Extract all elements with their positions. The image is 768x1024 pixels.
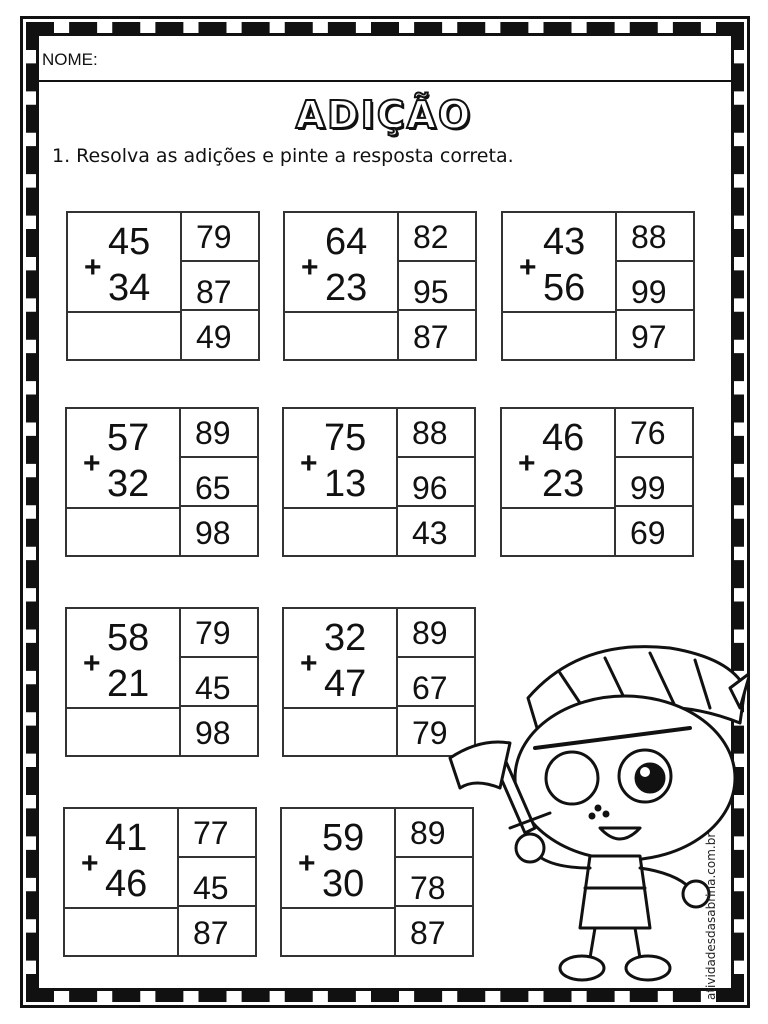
answer-space[interactable] bbox=[503, 313, 615, 361]
addend-top: 32 bbox=[324, 617, 367, 659]
addend-bottom: 32 bbox=[107, 463, 150, 505]
answer-option[interactable]: 97 bbox=[631, 319, 667, 355]
addend-bottom: 13 bbox=[324, 463, 367, 505]
answer-space[interactable] bbox=[502, 509, 614, 557]
plus-sign: + bbox=[83, 647, 101, 680]
answer-option[interactable]: 87 bbox=[193, 915, 229, 951]
answer-option[interactable]: 49 bbox=[196, 319, 232, 355]
answer-space[interactable] bbox=[65, 909, 177, 957]
answer-option[interactable]: 45 bbox=[181, 658, 259, 707]
addend-top: 57 bbox=[107, 417, 150, 459]
problem-sum-area bbox=[67, 409, 179, 509]
addend-bottom: 46 bbox=[105, 863, 148, 905]
problem-box bbox=[500, 407, 694, 557]
plus-sign: + bbox=[300, 647, 318, 680]
answer-option[interactable]: 87 bbox=[413, 319, 449, 355]
answer-option[interactable]: 99 bbox=[617, 262, 695, 311]
answer-option[interactable]: 67 bbox=[398, 658, 476, 707]
answer-space[interactable] bbox=[284, 509, 396, 557]
addend-bottom: 34 bbox=[108, 267, 151, 309]
name-label: NOME: bbox=[42, 50, 98, 69]
addend-bottom: 21 bbox=[107, 663, 150, 705]
answer-option[interactable]: 95 bbox=[399, 262, 477, 311]
plus-sign: + bbox=[301, 251, 319, 284]
answer-option[interactable]: 43 bbox=[412, 515, 448, 551]
plus-sign: + bbox=[300, 447, 318, 480]
answer-option[interactable]: 79 bbox=[182, 213, 260, 262]
plus-sign: + bbox=[518, 447, 536, 480]
addend-bottom: 56 bbox=[543, 267, 586, 309]
problem-sum-area bbox=[503, 213, 615, 313]
answer-option[interactable]: 96 bbox=[398, 458, 476, 507]
answer-option[interactable]: 69 bbox=[630, 515, 666, 551]
answer-option[interactable]: 88 bbox=[617, 213, 695, 262]
problem-sum-area bbox=[68, 213, 180, 313]
answer-option[interactable]: 98 bbox=[195, 515, 231, 551]
addend-top: 45 bbox=[108, 221, 151, 263]
answer-option[interactable]: 45 bbox=[179, 858, 257, 907]
problem-sum-area bbox=[285, 213, 397, 313]
addend-bottom: 47 bbox=[324, 663, 367, 705]
problem-sum-area bbox=[282, 809, 394, 909]
problem-sum-area bbox=[502, 409, 614, 509]
problem-box bbox=[65, 607, 259, 757]
answer-option[interactable]: 87 bbox=[410, 915, 446, 951]
addend-bottom: 23 bbox=[542, 463, 585, 505]
plus-sign: + bbox=[519, 251, 537, 284]
problem-sum-area bbox=[67, 609, 179, 709]
answer-option[interactable]: 82 bbox=[399, 213, 477, 262]
name-line bbox=[38, 80, 732, 82]
addend-bottom: 23 bbox=[325, 267, 368, 309]
answer-option[interactable]: 79 bbox=[412, 715, 448, 751]
answer-option[interactable]: 76 bbox=[616, 409, 694, 458]
problem-box bbox=[63, 807, 257, 957]
addend-top: 41 bbox=[105, 817, 148, 859]
addend-top: 46 bbox=[542, 417, 585, 459]
plus-sign: + bbox=[84, 251, 102, 284]
plus-sign: + bbox=[298, 847, 316, 880]
addend-top: 59 bbox=[322, 817, 365, 859]
problem-sum-area bbox=[284, 609, 396, 709]
answer-space[interactable] bbox=[282, 909, 394, 957]
addend-top: 58 bbox=[107, 617, 150, 659]
problem-box bbox=[283, 211, 477, 361]
answer-option[interactable]: 77 bbox=[179, 809, 257, 858]
problem-box bbox=[501, 211, 695, 361]
answer-option[interactable]: 87 bbox=[182, 262, 260, 311]
answer-space[interactable] bbox=[285, 313, 397, 361]
problem-sum-area bbox=[284, 409, 396, 509]
answer-option[interactable]: 89 bbox=[398, 609, 476, 658]
answer-option[interactable]: 99 bbox=[616, 458, 694, 507]
problem-box bbox=[65, 407, 259, 557]
addend-top: 75 bbox=[324, 417, 367, 459]
answer-space[interactable] bbox=[67, 509, 179, 557]
plus-sign: + bbox=[81, 847, 99, 880]
addend-top: 43 bbox=[543, 221, 586, 263]
plus-sign: + bbox=[83, 447, 101, 480]
answer-option[interactable]: 65 bbox=[181, 458, 259, 507]
site-watermark: atividadesdasabrina.com.br bbox=[704, 832, 718, 1000]
answer-option[interactable]: 98 bbox=[195, 715, 231, 751]
answer-option[interactable]: 78 bbox=[396, 858, 474, 907]
problem-sum-area bbox=[65, 809, 177, 909]
addend-top: 64 bbox=[325, 221, 368, 263]
answer-space[interactable] bbox=[284, 709, 396, 757]
answer-option[interactable]: 89 bbox=[396, 809, 474, 858]
answer-option[interactable]: 88 bbox=[398, 409, 476, 458]
page-title: ADIÇÃO bbox=[295, 93, 473, 137]
answer-space[interactable] bbox=[68, 313, 180, 361]
instruction-text: 1. Resolva as adições e pinte a resposta correta. bbox=[52, 145, 514, 167]
problem-box bbox=[66, 211, 260, 361]
answer-option[interactable]: 79 bbox=[181, 609, 259, 658]
addend-bottom: 30 bbox=[322, 863, 365, 905]
problem-box bbox=[282, 407, 476, 557]
answer-option[interactable]: 89 bbox=[181, 409, 259, 458]
answer-space[interactable] bbox=[67, 709, 179, 757]
